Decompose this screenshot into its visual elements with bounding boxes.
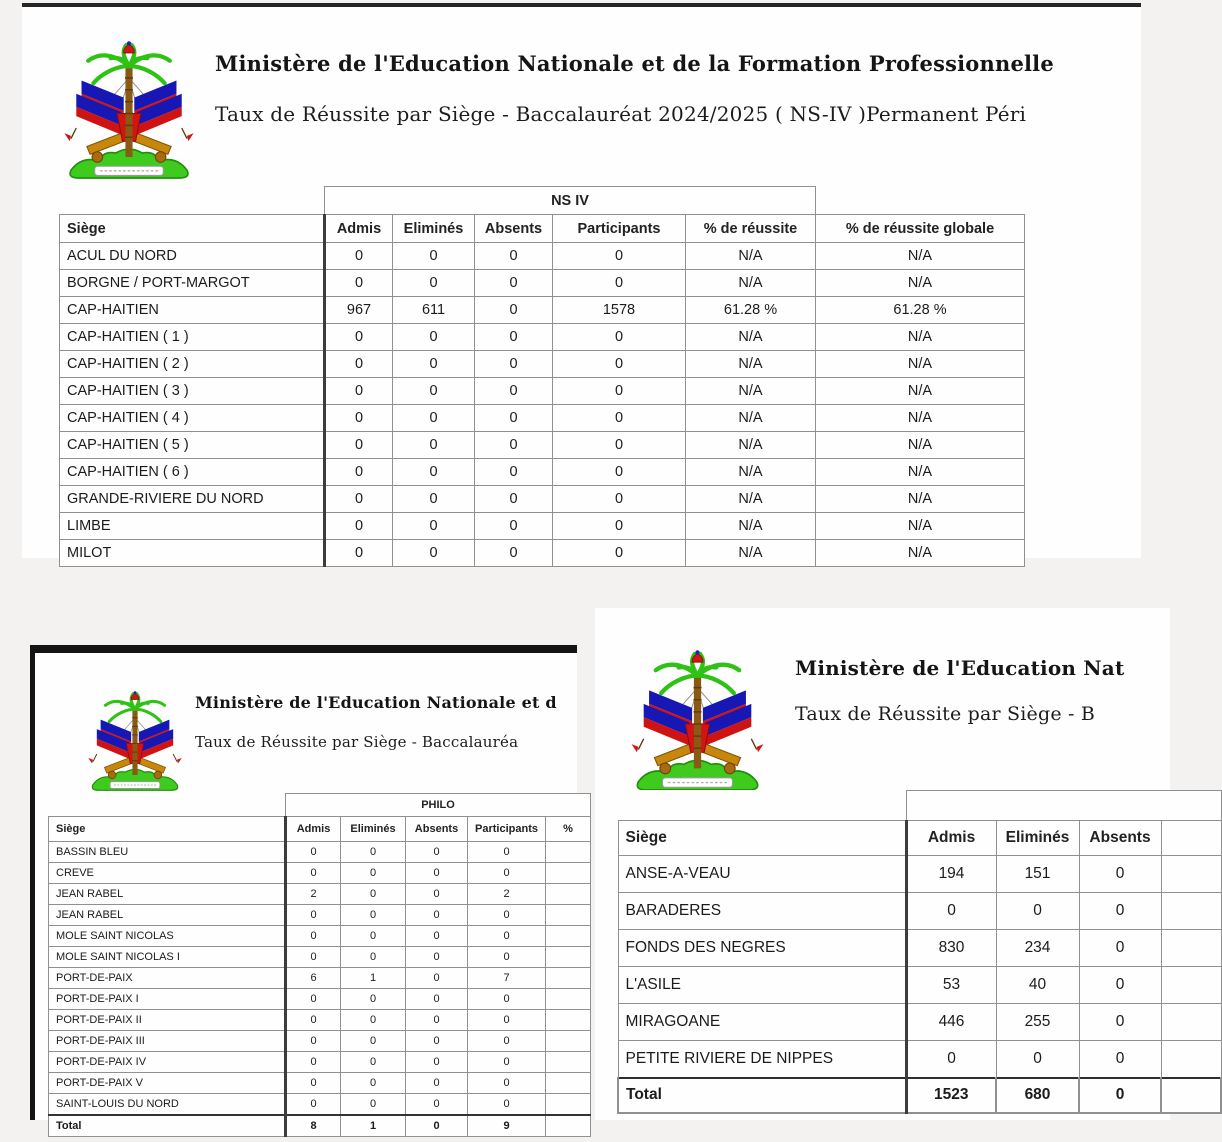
value-cell: 446 — [906, 1004, 996, 1041]
column-header-row — [60, 215, 1025, 243]
siege-cell: JEAN RABEL — [49, 884, 286, 905]
siege-cell: CAP-HAITIEN ( 6 ) — [60, 459, 325, 486]
value-cell: 0 — [341, 884, 406, 905]
table-row — [60, 513, 1025, 540]
value-cell: 1578 — [553, 297, 686, 324]
value-cell: N/A — [816, 540, 1025, 567]
siege-cell: PORT-DE-PAIX — [49, 968, 286, 989]
table-row — [60, 324, 1025, 351]
table-row — [49, 1052, 591, 1073]
value-cell: 0 — [475, 270, 553, 297]
value-cell: 0 — [406, 905, 468, 926]
value-cell — [546, 884, 591, 905]
siege-cell: SAINT-LOUIS DU NORD — [49, 1094, 286, 1115]
value-cell: 0 — [468, 1052, 546, 1073]
siege-cell: PORT-DE-PAIX III — [49, 1031, 286, 1052]
value-cell: N/A — [816, 378, 1025, 405]
value-cell: 0 — [475, 432, 553, 459]
value-cell: 0 — [286, 926, 341, 947]
report-subtitle: Taux de Réussite par Siège - B — [795, 703, 1096, 725]
value-cell: 0 — [475, 378, 553, 405]
value-cell: 0 — [406, 863, 468, 884]
ministry-title: Ministère de l'Education Nationale et d — [195, 693, 557, 712]
value-cell: 0 — [475, 297, 553, 324]
value-cell: N/A — [686, 243, 816, 270]
report-page-ns4 — [22, 3, 1141, 561]
value-cell: N/A — [686, 486, 816, 513]
total-value-cell — [1161, 1078, 1221, 1113]
value-cell: N/A — [686, 270, 816, 297]
value-cell — [1161, 893, 1221, 930]
column-header-admis: Admis — [325, 215, 393, 243]
siege-cell: MIRAGOANE — [618, 1004, 906, 1041]
column-header-elimines: Eliminés — [996, 821, 1079, 856]
value-cell: N/A — [816, 243, 1025, 270]
value-cell: 61.28 % — [686, 297, 816, 324]
total-row — [618, 1078, 1221, 1113]
table-row — [60, 351, 1025, 378]
value-cell: 0 — [468, 842, 546, 863]
total-value-cell — [546, 1115, 591, 1137]
value-cell: 0 — [553, 459, 686, 486]
siege-cell: PETITE RIVIERE DE NIPPES — [618, 1041, 906, 1078]
value-cell: 0 — [286, 1094, 341, 1115]
siege-cell: ANSE-A-VEAU — [618, 856, 906, 893]
table-row — [618, 930, 1221, 967]
value-cell — [1161, 930, 1221, 967]
value-cell: 0 — [468, 1073, 546, 1094]
value-cell: 0 — [341, 1094, 406, 1115]
table-row — [60, 405, 1025, 432]
value-cell: 0 — [475, 405, 553, 432]
value-cell — [546, 947, 591, 968]
siege-cell: CAP-HAITIEN ( 3 ) — [60, 378, 325, 405]
value-cell: 0 — [1079, 1004, 1161, 1041]
table-body — [49, 842, 591, 1115]
value-cell: 0 — [286, 1052, 341, 1073]
value-cell — [1161, 967, 1221, 1004]
value-cell: N/A — [816, 351, 1025, 378]
value-cell: 0 — [393, 270, 475, 297]
table-row — [49, 842, 591, 863]
column-header-absents: Absents — [475, 215, 553, 243]
value-cell — [1161, 856, 1221, 893]
value-cell — [1161, 1041, 1221, 1078]
value-cell — [546, 1094, 591, 1115]
value-cell: 0 — [406, 947, 468, 968]
value-cell: 0 — [1079, 1041, 1161, 1078]
value-cell: N/A — [686, 378, 816, 405]
table-row — [618, 1041, 1221, 1078]
siege-cell: MOLE SAINT NICOLAS — [49, 926, 286, 947]
siege-cell: CAP-HAITIEN ( 2 ) — [60, 351, 325, 378]
value-cell: 0 — [341, 926, 406, 947]
value-cell: 611 — [393, 297, 475, 324]
siege-cell: CAP-HAITIEN ( 1 ) — [60, 324, 325, 351]
value-cell: 0 — [553, 270, 686, 297]
total-label-cell: Total — [618, 1078, 906, 1113]
value-cell: 6 — [286, 968, 341, 989]
value-cell: 7 — [468, 968, 546, 989]
value-cell — [546, 968, 591, 989]
value-cell: 0 — [393, 540, 475, 567]
value-cell: 0 — [325, 432, 393, 459]
table-row — [49, 926, 591, 947]
value-cell: 40 — [996, 967, 1079, 1004]
value-cell: 0 — [468, 1010, 546, 1031]
value-cell: 0 — [286, 1073, 341, 1094]
siege-cell: ACUL DU NORD — [60, 243, 325, 270]
value-cell — [546, 989, 591, 1010]
value-cell: 0 — [468, 1031, 546, 1052]
value-cell: N/A — [686, 432, 816, 459]
value-cell: 0 — [325, 243, 393, 270]
value-cell — [546, 905, 591, 926]
value-cell: 0 — [1079, 893, 1161, 930]
value-cell — [546, 1031, 591, 1052]
value-cell: 0 — [406, 1094, 468, 1115]
value-cell: 0 — [325, 405, 393, 432]
siege-cell: BARADERES — [618, 893, 906, 930]
table-row — [60, 432, 1025, 459]
ministry-title: Ministère de l'Education Nat — [795, 656, 1125, 680]
column-header-row — [618, 821, 1221, 856]
value-cell: 255 — [996, 1004, 1079, 1041]
value-cell: N/A — [686, 459, 816, 486]
exam-group-header: PHILO — [286, 794, 591, 817]
value-cell: 0 — [996, 1041, 1079, 1078]
value-cell: N/A — [816, 513, 1025, 540]
value-cell: N/A — [686, 351, 816, 378]
value-cell: 0 — [286, 905, 341, 926]
haiti-coat-of-arms-logo — [63, 41, 195, 186]
table-row — [60, 270, 1025, 297]
value-cell: 0 — [1079, 930, 1161, 967]
results-table-philo — [48, 793, 591, 1137]
value-cell: 0 — [393, 324, 475, 351]
siege-cell: JEAN RABEL — [49, 905, 286, 926]
value-cell: 0 — [468, 947, 546, 968]
value-cell: 0 — [553, 405, 686, 432]
value-cell: 0 — [325, 351, 393, 378]
report-subtitle: Taux de Réussite par Siège - Baccalauréa — [195, 733, 519, 751]
value-cell: 0 — [996, 893, 1079, 930]
total-value-cell: 0 — [406, 1115, 468, 1137]
value-cell — [546, 926, 591, 947]
column-header-taux: % de réussite — [686, 215, 816, 243]
table-body — [60, 243, 1025, 567]
value-cell: 234 — [996, 930, 1079, 967]
table-row — [618, 967, 1221, 1004]
value-cell: 0 — [286, 947, 341, 968]
value-cell: 830 — [906, 930, 996, 967]
table-row — [49, 1010, 591, 1031]
value-cell: 0 — [286, 989, 341, 1010]
value-cell: 0 — [341, 1010, 406, 1031]
value-cell: 0 — [286, 863, 341, 884]
value-cell: N/A — [816, 486, 1025, 513]
table-row — [60, 486, 1025, 513]
siege-cell: L'ASILE — [618, 967, 906, 1004]
value-cell: N/A — [816, 432, 1025, 459]
value-cell: 0 — [393, 459, 475, 486]
value-cell: 0 — [468, 905, 546, 926]
value-cell — [1161, 1004, 1221, 1041]
value-cell: 0 — [325, 513, 393, 540]
value-cell: 0 — [468, 989, 546, 1010]
value-cell: 0 — [475, 513, 553, 540]
column-header-siege: Siège — [618, 821, 906, 856]
column-header-absents: Absents — [406, 817, 468, 842]
value-cell: 0 — [393, 378, 475, 405]
value-cell: 0 — [406, 842, 468, 863]
value-cell: 0 — [341, 863, 406, 884]
report-subtitle: Taux de Réussite par Siège - Baccalauréat 2024/2025 ( NS-IV )Permanent Péri — [215, 102, 1027, 126]
table-row — [49, 968, 591, 989]
value-cell: 0 — [325, 540, 393, 567]
table-row — [60, 297, 1025, 324]
siege-cell: FONDS DES NEGRES — [618, 930, 906, 967]
value-cell: 0 — [325, 486, 393, 513]
table-row — [60, 459, 1025, 486]
siege-cell: CREVE — [49, 863, 286, 884]
column-header-taux-globale: % de réussite globale — [816, 215, 1025, 243]
siege-cell: CAP-HAITIEN — [60, 297, 325, 324]
table-row — [60, 378, 1025, 405]
column-header-elimines: Eliminés — [393, 215, 475, 243]
siege-cell: BASSIN BLEU — [49, 842, 286, 863]
value-cell: 0 — [325, 270, 393, 297]
siege-cell: PORT-DE-PAIX I — [49, 989, 286, 1010]
value-cell: N/A — [816, 459, 1025, 486]
exam-group-header — [906, 791, 1221, 821]
table-row — [49, 1073, 591, 1094]
value-cell: 0 — [325, 324, 393, 351]
value-cell: 0 — [553, 540, 686, 567]
value-cell: 0 — [393, 243, 475, 270]
total-value-cell: 1 — [341, 1115, 406, 1137]
value-cell: 194 — [906, 856, 996, 893]
total-value-cell: 9 — [468, 1115, 546, 1137]
value-cell: 0 — [393, 351, 475, 378]
table-row — [49, 1094, 591, 1115]
value-cell: 0 — [341, 842, 406, 863]
value-cell: 0 — [341, 905, 406, 926]
table-row — [49, 905, 591, 926]
value-cell: 0 — [286, 1031, 341, 1052]
siege-cell: CAP-HAITIEN ( 5 ) — [60, 432, 325, 459]
value-cell: 0 — [475, 486, 553, 513]
value-cell: N/A — [816, 405, 1025, 432]
siege-cell: MILOT — [60, 540, 325, 567]
value-cell: 0 — [553, 432, 686, 459]
total-row — [49, 1115, 591, 1137]
value-cell: N/A — [686, 324, 816, 351]
table-row — [49, 863, 591, 884]
value-cell: 0 — [553, 243, 686, 270]
table-row — [49, 1031, 591, 1052]
column-header-siege: Siège — [49, 817, 286, 842]
column-header-partial — [1161, 821, 1221, 856]
siege-cell: LIMBE — [60, 513, 325, 540]
value-cell: N/A — [816, 324, 1025, 351]
value-cell — [546, 1052, 591, 1073]
siege-cell: PORT-DE-PAIX IV — [49, 1052, 286, 1073]
table-row — [618, 1004, 1221, 1041]
total-value-cell: 680 — [996, 1078, 1079, 1113]
table-row — [60, 243, 1025, 270]
exam-group-row — [60, 187, 1025, 215]
value-cell: N/A — [686, 405, 816, 432]
value-cell: 0 — [406, 884, 468, 905]
table-body — [618, 856, 1221, 1078]
table-row — [49, 947, 591, 968]
value-cell: 0 — [468, 1094, 546, 1115]
table-row — [49, 884, 591, 905]
total-value-cell: 1523 — [906, 1078, 996, 1113]
total-label-cell: Total — [49, 1115, 286, 1137]
value-cell: 0 — [475, 459, 553, 486]
exam-group-row — [618, 791, 1221, 821]
group-spacer — [49, 794, 286, 817]
value-cell — [546, 1010, 591, 1031]
value-cell: 0 — [406, 926, 468, 947]
value-cell: 0 — [341, 989, 406, 1010]
value-cell: N/A — [686, 513, 816, 540]
value-cell: 0 — [553, 378, 686, 405]
column-header-siege: Siège — [60, 215, 325, 243]
value-cell: 0 — [406, 989, 468, 1010]
value-cell: 151 — [996, 856, 1079, 893]
total-value-cell: 8 — [286, 1115, 341, 1137]
siege-cell: MOLE SAINT NICOLAS I — [49, 947, 286, 968]
siege-cell: PORT-DE-PAIX II — [49, 1010, 286, 1031]
value-cell: 0 — [475, 351, 553, 378]
exam-group-row — [49, 794, 591, 817]
value-cell: 0 — [286, 842, 341, 863]
value-cell: 0 — [406, 968, 468, 989]
table-row — [618, 856, 1221, 893]
value-cell: 1 — [341, 968, 406, 989]
column-header-admis: Admis — [286, 817, 341, 842]
value-cell: 0 — [393, 405, 475, 432]
column-header-admis: Admis — [906, 821, 996, 856]
value-cell: N/A — [816, 270, 1025, 297]
value-cell: 0 — [325, 378, 393, 405]
table-row — [618, 893, 1221, 930]
value-cell — [546, 842, 591, 863]
value-cell: 0 — [1079, 967, 1161, 1004]
value-cell: 0 — [475, 324, 553, 351]
haiti-coat-of-arms-logo — [85, 691, 185, 796]
value-cell: 0 — [341, 1052, 406, 1073]
value-cell: 0 — [341, 947, 406, 968]
ministry-title: Ministère de l'Education Nationale et de la Formation Professionnelle — [215, 51, 1054, 76]
value-cell: 0 — [393, 432, 475, 459]
value-cell: 0 — [286, 1010, 341, 1031]
value-cell: 0 — [906, 1041, 996, 1078]
value-cell: 0 — [1079, 856, 1161, 893]
column-header-row — [49, 817, 591, 842]
value-cell: 0 — [553, 351, 686, 378]
siege-cell: BORGNE / PORT-MARGOT — [60, 270, 325, 297]
table-row — [49, 989, 591, 1010]
exam-group-header: NS IV — [325, 187, 816, 215]
value-cell: 0 — [393, 513, 475, 540]
value-cell: 0 — [406, 1010, 468, 1031]
column-header-participants: Participants — [468, 817, 546, 842]
value-cell: 0 — [553, 513, 686, 540]
value-cell: 0 — [553, 486, 686, 513]
total-value-cell: 0 — [1079, 1078, 1161, 1113]
results-table-ns4 — [59, 186, 1025, 567]
value-cell: 53 — [906, 967, 996, 1004]
value-cell: 0 — [406, 1031, 468, 1052]
value-cell: 0 — [406, 1073, 468, 1094]
table-row — [60, 540, 1025, 567]
siege-cell: PORT-DE-PAIX V — [49, 1073, 286, 1094]
value-cell: 0 — [341, 1073, 406, 1094]
group-spacer — [816, 187, 1025, 215]
value-cell: 0 — [393, 486, 475, 513]
value-cell: 967 — [325, 297, 393, 324]
siege-cell: CAP-HAITIEN ( 4 ) — [60, 405, 325, 432]
report-page-nippes — [595, 608, 1170, 1120]
report-page-philo — [30, 645, 577, 1132]
value-cell: 0 — [341, 1031, 406, 1052]
value-cell: 2 — [468, 884, 546, 905]
siege-cell: GRANDE-RIVIERE DU NORD — [60, 486, 325, 513]
results-table-nippes — [617, 790, 1222, 1114]
column-header-participants: Participants — [553, 215, 686, 243]
value-cell: 2 — [286, 884, 341, 905]
value-cell: 0 — [468, 926, 546, 947]
haiti-coat-of-arms-logo — [630, 650, 765, 798]
value-cell — [546, 863, 591, 884]
value-cell: N/A — [686, 540, 816, 567]
value-cell: 0 — [553, 324, 686, 351]
value-cell: 0 — [475, 243, 553, 270]
value-cell: 0 — [406, 1052, 468, 1073]
column-header-taux: % — [546, 817, 591, 842]
value-cell: 0 — [468, 863, 546, 884]
value-cell: 0 — [325, 459, 393, 486]
column-header-absents: Absents — [1079, 821, 1161, 856]
column-header-elimines: Eliminés — [341, 817, 406, 842]
value-cell: 0 — [475, 540, 553, 567]
group-spacer — [618, 791, 906, 821]
value-cell: 0 — [906, 893, 996, 930]
value-cell: 61.28 % — [816, 297, 1025, 324]
group-spacer — [60, 187, 325, 215]
value-cell — [546, 1073, 591, 1094]
